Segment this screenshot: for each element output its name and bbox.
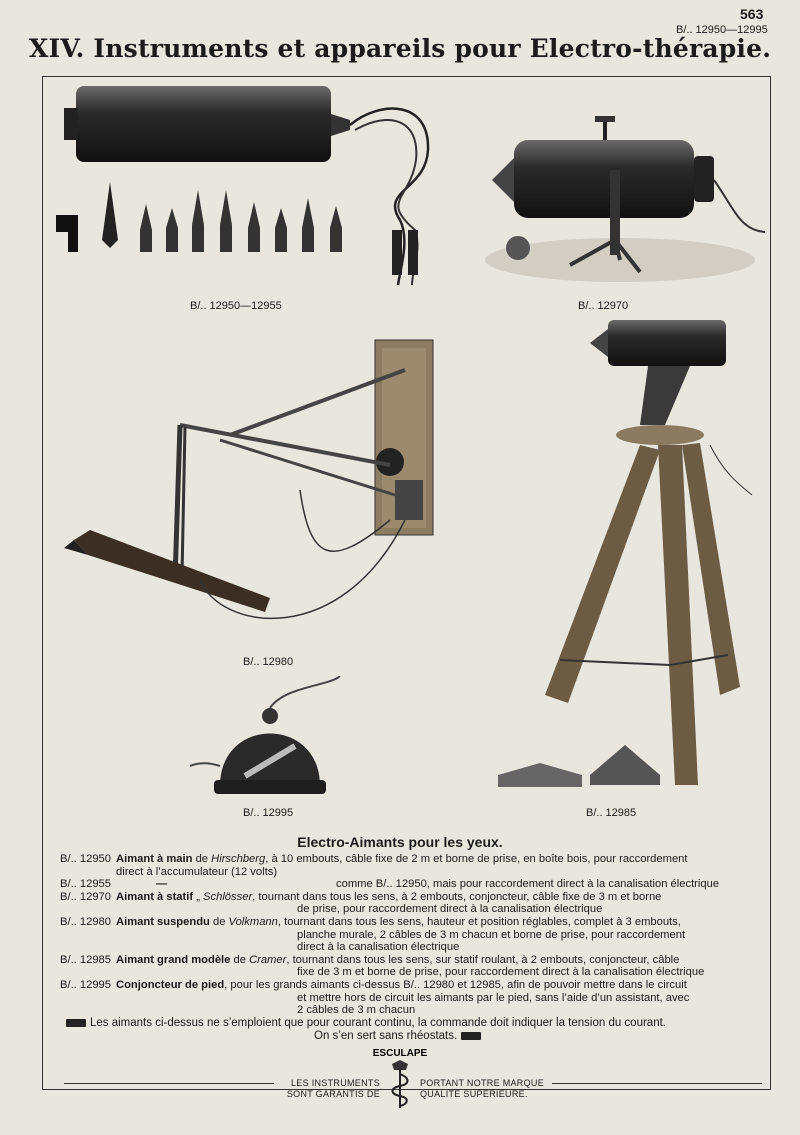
item-description: , à 10 embouts, câble fixe de 2 m et borne de prise, en boîte bois, pour raccordement — [265, 853, 688, 865]
footer-text: PORTANT NOTRE MARQUE — [420, 1078, 545, 1088]
item-connector: „ — [193, 890, 204, 903]
item-description: et mettre hors de circuit les aimants par le pied, sans l’aide d’un assistant, avec — [297, 991, 690, 1004]
esculape-emblem — [360, 1040, 440, 1110]
item-description: , pour les grands aimants ci-dessus B/.. 12980 et 12985, afin de pouvoir mettre dans le circuit — [224, 978, 687, 991]
emblem-text: ESCULAPE — [372, 1048, 428, 1059]
item-connector: de — [209, 915, 229, 928]
foot-switch-illustration — [190, 676, 350, 806]
item-connector: de — [230, 953, 250, 966]
item-description: direct à l’accumulateur (12 volts) — [116, 865, 278, 878]
item-description: , tournant dans tous les sens, hauteur et position réglables, complet à 3 embouts, — [277, 915, 681, 928]
item-name: — — [156, 878, 168, 891]
item-description: planche murale, 2 câbles de 3 m chacun et borne de prise, pour raccordement — [297, 928, 686, 941]
item-name: Aimant à main — [116, 853, 193, 865]
item-reference: B/.. 12985 — [60, 953, 112, 966]
item-name: Conjoncteur de pied — [116, 978, 225, 991]
figure-caption: B/.. 12985 — [586, 807, 637, 819]
stand-magnet-illustration — [470, 110, 770, 290]
item-reference: B/.. 12980 — [60, 915, 112, 928]
item-description: comme B/.. 12950, mais pour raccordement direct à la canalisation électrique — [336, 878, 720, 891]
page-number: 563 — [740, 6, 764, 22]
list-item — [60, 891, 760, 916]
hand-magnet-illustration — [50, 80, 450, 300]
item-name: Aimant grand modèle — [116, 953, 231, 966]
footer-text: QUALITÉ SUPÉRIEURE. — [420, 1089, 528, 1099]
footer-rule — [64, 1083, 274, 1084]
pointing-hand-icon — [66, 1019, 86, 1027]
list-item — [60, 853, 760, 878]
footer-text: LES INSTRUMENTS — [290, 1078, 380, 1088]
item-name: Aimant suspendu — [116, 915, 210, 928]
item-reference: B/.. 12950 — [60, 853, 112, 865]
item-list — [60, 853, 760, 1017]
item-author: Schlösser — [203, 890, 253, 903]
page-reference-range: B/.. 12950—12995 — [676, 24, 768, 36]
list-item — [60, 916, 760, 954]
list-item — [60, 954, 760, 979]
list-item — [60, 878, 760, 891]
item-reference: B/.. 12955 — [60, 878, 112, 891]
item-description: 2 câbles de 3 m chacun — [297, 1004, 416, 1017]
figure-caption: B/.. 12980 — [243, 656, 294, 668]
item-author: Hirschberg — [211, 853, 266, 865]
item-name: Aimant à statif — [116, 890, 194, 903]
figure-caption: B/.. 12970 — [578, 300, 629, 312]
item-description: fixe de 3 m et borne de prise, pour raccordement direct à la canalisation électrique — [297, 966, 705, 979]
item-reference: B/.. 12995 — [60, 978, 112, 991]
item-connector: de — [192, 853, 212, 865]
item-description: , tournant dans tous les sens, à 2 embouts, conjoncteur, câble fixe de 3 m et borne — [252, 890, 662, 903]
item-author: Cramer — [249, 953, 287, 966]
item-description: de prise, pour raccordement direct à la canalisation électrique — [297, 903, 603, 916]
section-title: Electro-Aimants pour les yeux. — [297, 834, 503, 850]
footer-text: SONT GARANTIS DE — [286, 1089, 380, 1099]
page-title: XIV. Instruments et appareils pour Electro-thérapie. — [28, 34, 772, 63]
item-reference: B/.. 12970 — [60, 890, 112, 903]
item-description: direct à la canalisation électrique — [297, 941, 460, 954]
suspended-magnet-illustration — [60, 330, 450, 660]
item-author: Volkmann — [228, 915, 278, 928]
pointing-hand-icon — [461, 1032, 481, 1040]
list-item — [60, 979, 760, 1017]
note-line: On s’en sert sans rhéostats. — [314, 1030, 458, 1042]
footer-rule — [552, 1083, 762, 1084]
figure-caption: B/.. 12995 — [243, 807, 294, 819]
item-description: , tournant dans tous les sens, sur statif roulant, à 2 embouts, conjoncteur, câble — [286, 953, 680, 966]
large-magnet-tripod-illustration — [490, 315, 770, 805]
note-line: Les aimants ci-dessus ne s’emploient que pour courant continu, la commande doit indiquer la tension du courant. — [90, 1017, 666, 1029]
figure-caption: B/.. 12950—12955 — [190, 300, 282, 312]
